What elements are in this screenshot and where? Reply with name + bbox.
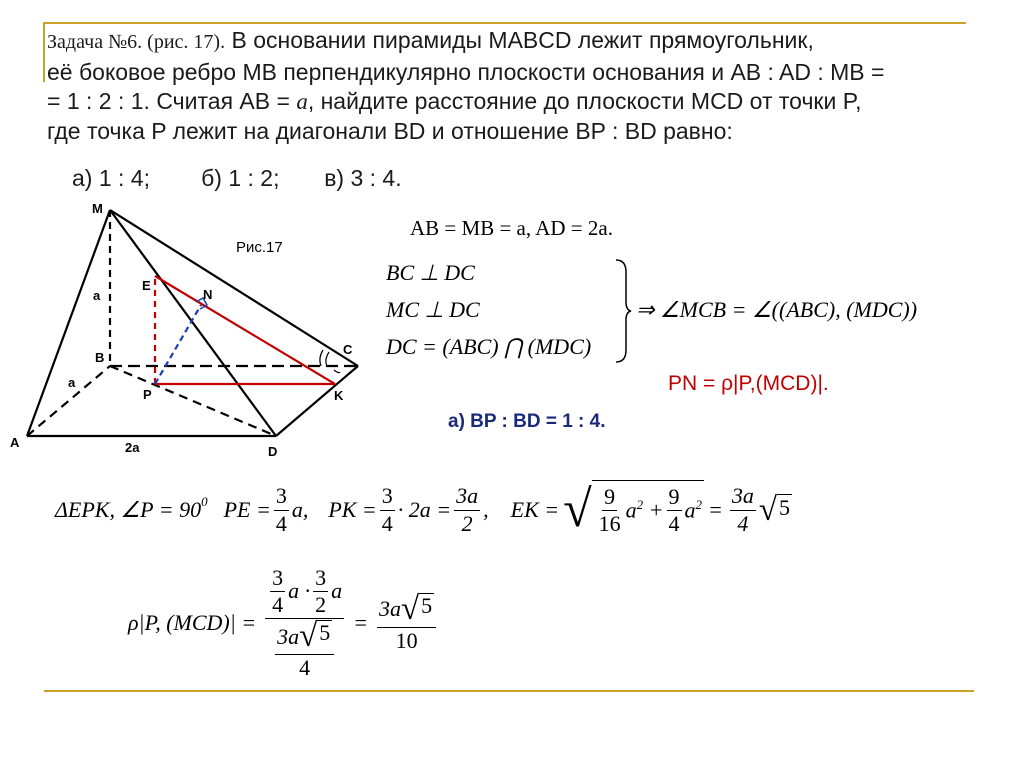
ek-t2 (667, 485, 682, 536)
frame-top-rule (43, 22, 966, 24)
label-a: A (10, 435, 20, 450)
pk-mid: · 2a = (397, 497, 452, 522)
pyramid-figure (0, 195, 380, 470)
system-brace (614, 258, 632, 364)
pk-result (454, 484, 480, 535)
formula-row: ΔEPK, ∠P = 90 $^0$ PE = $\frac{3}{4}$ a, PK = $\frac{3}{4}$ · 2a = $\frac{3a}{2}$ , EK = √ $\frac{9}{16}$ $a^2$ + $\frac{9}{4}$ $a^2$ = $\frac{3a}{4}$ √ 5 (55, 481, 790, 538)
intersection-dc: DC = (ABC) ⋂ (MDC) (386, 334, 592, 359)
rho-formula: ρ|P, (MCD)| = $\frac{3}{4}$ a · $\frac{3}{2}$ a 3a √ 5 4 = 3a √ 5 10 (128, 558, 439, 688)
ek-root: √ $\frac{9}{16}$ $a^2$ + $\frac{9}{4}$ $a^2$ (563, 481, 703, 538)
ek-t2-num: 9 (667, 485, 682, 511)
problem-line-3 (47, 87, 997, 117)
ek-res-den: 4 (737, 510, 749, 536)
rho-bot-root: 5 (317, 620, 332, 653)
angle-mark-c2 (326, 352, 329, 366)
label-e: E (142, 278, 151, 293)
angle-result: ⇒ ∠MCB = ∠((ABC), (MDC)) (636, 297, 918, 322)
rho-bot-den: 4 (299, 655, 311, 681)
answer-options: а) 1 : 4; б) 1 : 2; в) 3 : 4. (72, 165, 402, 191)
problem-line-3-a: = 1 : 2 : 1. Считая AB = (47, 88, 297, 114)
rho-complex-fraction: $\frac{3}{4}$ a · $\frac{3}{2}$ a 3a √ 5 4 (265, 566, 344, 681)
label-k: K (334, 388, 344, 403)
answer-result: а) BP : BD = 1 : 4. (448, 411, 606, 432)
problem-var-a: a (296, 89, 308, 114)
rho-res-num: 3a (379, 596, 402, 622)
given-relations: AB = MB = a, AD = 2a. (410, 216, 613, 240)
rho-res-den: 10 (395, 627, 418, 653)
pk-res-num: 3a (454, 484, 480, 510)
pk-num: 3 (380, 484, 395, 510)
rho-res-root: 5 (419, 593, 434, 626)
ek-result (730, 484, 756, 535)
ek-res-root: √ 5 (758, 491, 790, 528)
ek-t1-den: 16 (598, 511, 621, 536)
pk-res-den: 2 (461, 510, 473, 536)
ek-t1 (597, 485, 623, 536)
edge-dc (276, 366, 358, 436)
problem-line-1 (47, 26, 997, 58)
ek-t1-num: 9 (602, 485, 617, 511)
problem-statement (47, 26, 997, 146)
angle-mark-c1 (320, 350, 323, 366)
pe-var: a, (291, 497, 309, 522)
ek-res-num: 3a (730, 484, 756, 510)
rho-top-d2: 2 (315, 591, 327, 617)
epk-degree: 0 (201, 494, 208, 509)
perp-mc-dc: MC ⊥ DC (386, 297, 480, 322)
problem-line-4: где точка P лежит на диагонали BD и отношение BP : BD равно: (47, 117, 733, 144)
perp-bc-dc: BC ⊥ DC (386, 260, 475, 285)
rho-top-d1: 4 (272, 591, 284, 617)
rho-top-n1: 3 (270, 566, 285, 592)
pe-fraction (274, 484, 289, 535)
frame-bottom-rule (44, 690, 974, 692)
label-c: C (343, 342, 353, 357)
label-d: D (268, 444, 278, 459)
label-edge-mb: a (93, 288, 101, 303)
rho-bot-num: 3a (277, 623, 300, 649)
rho-result: 3a √ 5 10 (377, 593, 436, 653)
frame-left-bar (43, 22, 45, 82)
pe-num: 3 (274, 484, 289, 510)
pk-fraction (380, 484, 395, 535)
epk-triangle: ΔEPK, ∠P = 90 (55, 497, 202, 522)
label-m: M (92, 201, 103, 216)
segment-pn (155, 305, 201, 384)
label-p: P (143, 387, 152, 402)
segment-ek (155, 276, 335, 384)
pk-den: 4 (381, 510, 393, 536)
ek-t2-den: 4 (668, 511, 680, 536)
problem-line-1-text: В основании пирамиды MABCD лежит прямоугольник, (225, 27, 814, 53)
pe-den: 4 (275, 510, 287, 536)
problem-line-2: её боковое ребро MB перпендикулярно плоскости основания и AB : AD : MB = (47, 58, 885, 85)
rho-label: ρ|P, (MCD)| = (128, 610, 257, 635)
label-b: B (95, 350, 105, 365)
problem-line-3-b: , найдите расстояние до плоскости MCD от точки P, (307, 88, 862, 114)
label-n: N (203, 287, 213, 302)
pk-label: PK = (328, 497, 377, 522)
label-edge-ab: a (68, 375, 76, 390)
problem-number: Задача №6. (рис. 17). (47, 31, 226, 53)
pe-label: PE = (223, 497, 271, 522)
figure-caption: Рис.17 (236, 239, 283, 256)
angle-mark-c3 (334, 370, 340, 373)
rho-top-n2: 3 (313, 566, 328, 592)
ek-label: EK = (510, 497, 560, 522)
label-edge-ad: 2a (125, 440, 140, 455)
pn-distance: PN = ρ|P,(MCD)|. (668, 372, 829, 395)
